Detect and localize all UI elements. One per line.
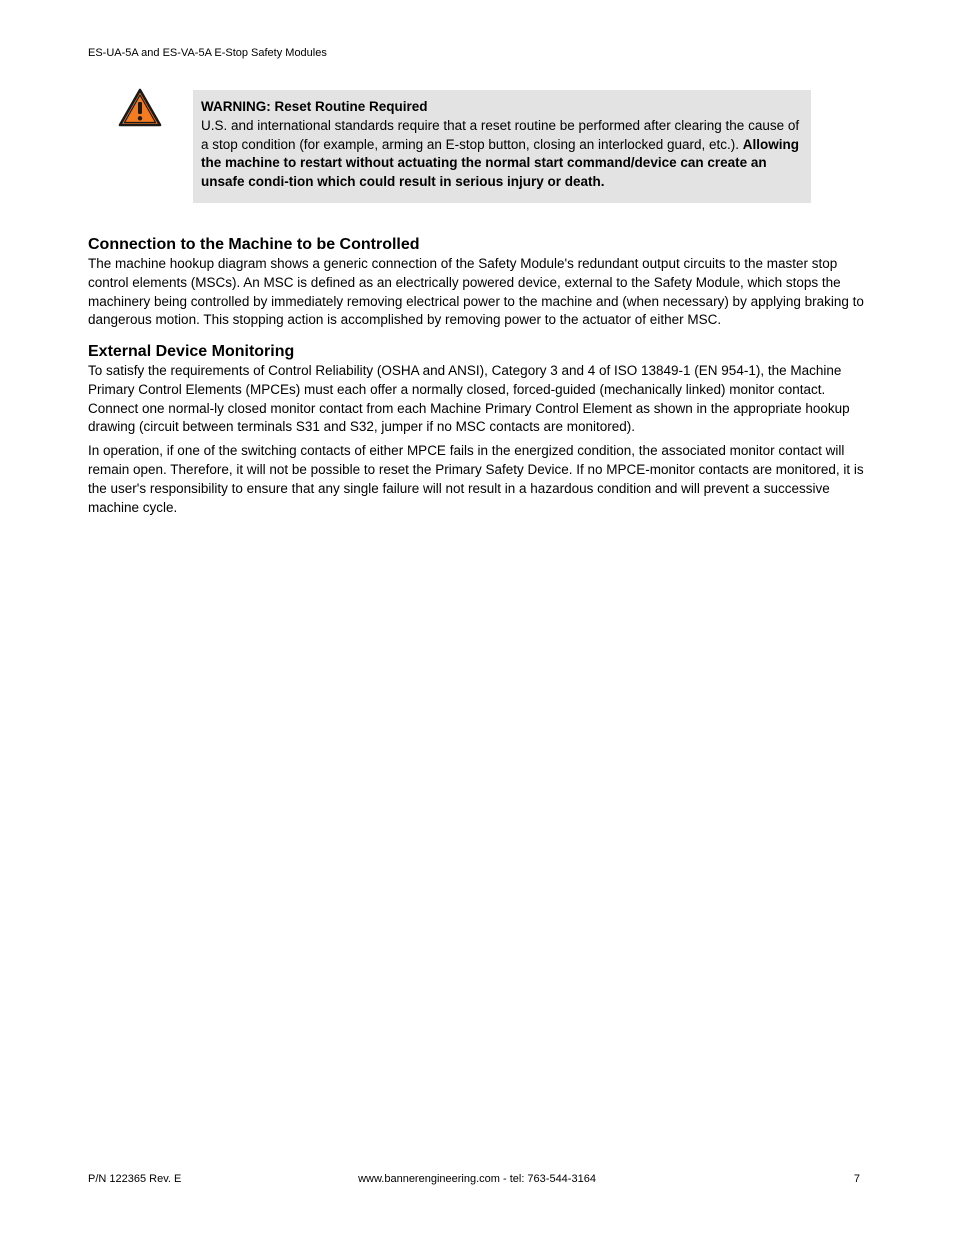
warning-triangle-icon <box>118 88 162 128</box>
section-external-device-monitoring <box>88 342 866 522</box>
warning-title: WARNING: Reset Routine Required <box>201 99 428 114</box>
warning-text-bold: Allowing the machine to restart without actuating the normal start command/device can create an unsafe condi-tion which could result in serious injury or death. <box>201 136 800 190</box>
section-heading: Connection to the Machine to be Controlled <box>88 236 420 253</box>
section-machine-connection <box>88 235 866 335</box>
section-paragraph: In operation, if one of the switching contacts of either MPCE fails in the energized condition, the associated monitor contact will remain open. Therefore, it will not be possible to reset the Primary Safety Device. If no MPCE-monitor contacts are monitored, it is the user's responsibility to ensure that any single failure will not result in a hazardous condition and will prevent a successive machine cycle. <box>88 443 864 515</box>
warning-text <box>201 117 803 192</box>
footer-contact: www.bannerengineering.com - tel: 763-544-3164 <box>358 1173 596 1185</box>
section-paragraph: To satisfy the requirements of Control Reliability (OSHA and ANSI), Category 3 and 4 of ISO 13849-1 (EN 954-1), the Machine Primary Control Elements (MPCEs) must each offer a normally closed, forced-guided (mechanically linked) monitor contact. Connect one normal-ly closed monitor contact from each Machine Primary Control Element as shown in the appropriate hookup drawing (circuit between terminals S31 and S32, jumper if no MSC contacts are monitored). <box>88 363 850 435</box>
warning-callout <box>193 90 811 203</box>
section-paragraph: The machine hookup diagram shows a generic connection of the Safety Module's redundant output circuits to the master stop control elements (MSCs). An MSC is defined as an electrically powered device, external to the Safety Module, which stops the machinery being controlled by immediately removing electrical power to the machine and (when necessary) by applying braking to dangerous motion. This stopping action is accomplished by removing power to the actuator of either MSC. <box>88 256 864 328</box>
footer-part-number: P/N 122365 Rev. E <box>88 1173 182 1185</box>
warning-text-normal: U.S. and international standards require that a reset routine be performed after clearing the cause of a stop condition (for example, arming an E-stop button, closing an interlocked guard, etc.). <box>201 117 800 152</box>
section-heading: External Device Monitoring <box>88 343 295 360</box>
running-header: ES-UA-5A and ES-VA-5A E-Stop Safety Modules <box>88 47 327 59</box>
footer-page-number: 7 <box>853 1173 860 1185</box>
